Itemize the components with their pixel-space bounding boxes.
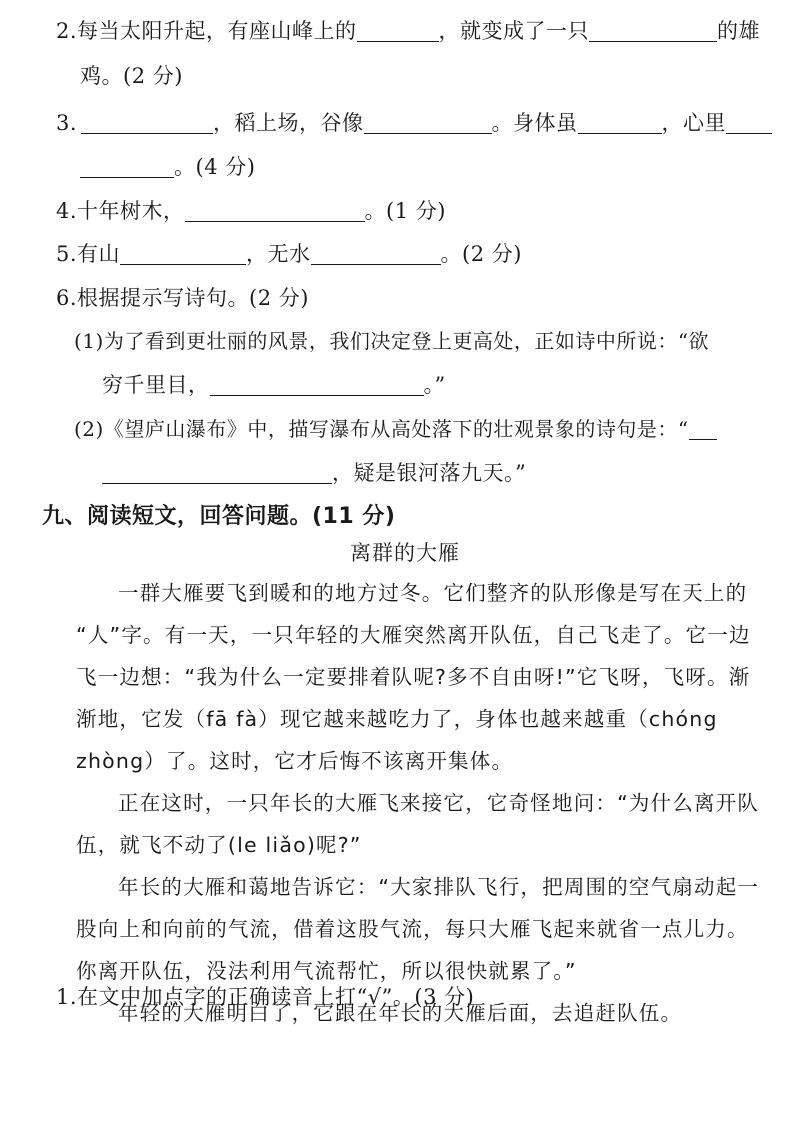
q6-sub2-text-a: (2)《望庐山瀑布》中，描写瀑布从高处落下的壮观景象的诗句是：“ bbox=[74, 417, 689, 441]
q6-sub2-text-b: ，疑是银河落九天。” bbox=[332, 461, 527, 485]
q2-blank-1[interactable] bbox=[357, 19, 439, 42]
q6-sub1-blank[interactable] bbox=[210, 373, 424, 396]
q3-blank-1[interactable] bbox=[81, 111, 213, 134]
q4-line bbox=[56, 196, 446, 226]
q6-sub1-text-c: 。” bbox=[423, 373, 446, 397]
q3-blank-2[interactable] bbox=[364, 111, 492, 134]
q3-text-e: 。(4 分) bbox=[174, 155, 256, 179]
story-line: 飞一边想：“我为什么一定要排着队呢?多不自由呀!”它飞呀，飞呀。渐 bbox=[76, 665, 751, 689]
q3-text-a: 3. bbox=[56, 111, 78, 135]
q5-text-c: 。(2 分) bbox=[440, 242, 522, 266]
q5-line bbox=[56, 239, 522, 269]
story-line: 一群大雁要飞到暖和的地方过冬。它们整齐的队形像是写在天上的 bbox=[118, 581, 748, 605]
story-line: zhòng）了。这时，它才后悔不该离开集体。 bbox=[76, 749, 514, 773]
story-line: 年长的大雁和蔼地告诉它：“大家排队飞行，把周围的空气扇动起一 bbox=[118, 875, 760, 899]
s9-q1: 1.在文中加点字的正确读音上打“√”。(3 分) bbox=[56, 985, 475, 1009]
q6-sub1-line2 bbox=[102, 370, 446, 400]
story-title: 离群的大雁 bbox=[350, 541, 460, 565]
q5-blank-2[interactable] bbox=[311, 242, 441, 265]
q6-sub2-line1 bbox=[74, 414, 717, 444]
story-line: 伍，就飞不动了(le liǎo)呢?” bbox=[76, 833, 362, 857]
q3-blank-3[interactable] bbox=[578, 111, 662, 134]
q2-text-a: 2.每当太阳升起，有座山峰上的 bbox=[56, 19, 357, 43]
q2-line1 bbox=[56, 16, 760, 46]
q2-line2: 鸡。(2 分) bbox=[80, 64, 183, 88]
q3-line1 bbox=[56, 108, 772, 138]
story-line: 年轻的大雁明白了，它跟在年长的大雁后面，去追赶队伍。 bbox=[118, 1001, 683, 1025]
q3-line2 bbox=[80, 152, 255, 182]
q3-text-c: 。身体虽 bbox=[491, 111, 578, 135]
story-line: 渐地，它发（fā fà）现它越来越吃力了，身体也越来越重（chóng bbox=[76, 707, 718, 731]
q3-text-b: ，稻上场，谷像 bbox=[213, 111, 364, 135]
story-line: “人”字。有一天，一只年轻的大雁突然离开队伍，自己飞走了。它一边 bbox=[76, 623, 751, 647]
q6-sub1-line1: (1)为了看到更壮丽的风景，我们决定登上更高处，正如诗中所说：“欲 bbox=[74, 329, 710, 353]
q3-text-d: ，心里 bbox=[661, 111, 727, 135]
story-line: 股向上和向前的气流，借着这股气流，每只大雁飞起来就省一点儿力。 bbox=[76, 917, 749, 941]
q6-title: 6.根据提示写诗句。(2 分) bbox=[56, 286, 309, 310]
q5-blank-1[interactable] bbox=[120, 242, 246, 265]
q6-sub2-blank-a[interactable] bbox=[689, 417, 717, 440]
q2-text-c: 的雄 bbox=[717, 19, 761, 43]
section9-heading: 九、阅读短文，回答问题。(11 分) bbox=[42, 504, 396, 529]
q6-sub2-blank-b[interactable] bbox=[102, 461, 332, 484]
q4-text-b: 。(1 分) bbox=[364, 199, 446, 223]
q5-text-a: 5.有山 bbox=[56, 242, 121, 266]
q2-text-b: ，就变成了一只 bbox=[438, 19, 590, 43]
q6-sub1-text-b: 穷千里目， bbox=[102, 373, 210, 397]
q3-blank-4a[interactable] bbox=[726, 111, 772, 134]
q6-sub2-line2 bbox=[102, 458, 526, 488]
story-line: 你离开队伍，没法利用气流帮忙，所以很快就累了。” bbox=[76, 959, 577, 983]
q3-blank-4b[interactable] bbox=[80, 155, 174, 178]
story-line: 正在这时，一只年长的大雁飞来接它，它奇怪地问：“为什么离开队 bbox=[118, 791, 760, 815]
q5-text-b: ，无水 bbox=[246, 242, 311, 266]
q4-blank[interactable] bbox=[185, 199, 365, 222]
q4-text-a: 4.十年树木， bbox=[56, 199, 185, 223]
q2-blank-2[interactable] bbox=[589, 19, 717, 42]
